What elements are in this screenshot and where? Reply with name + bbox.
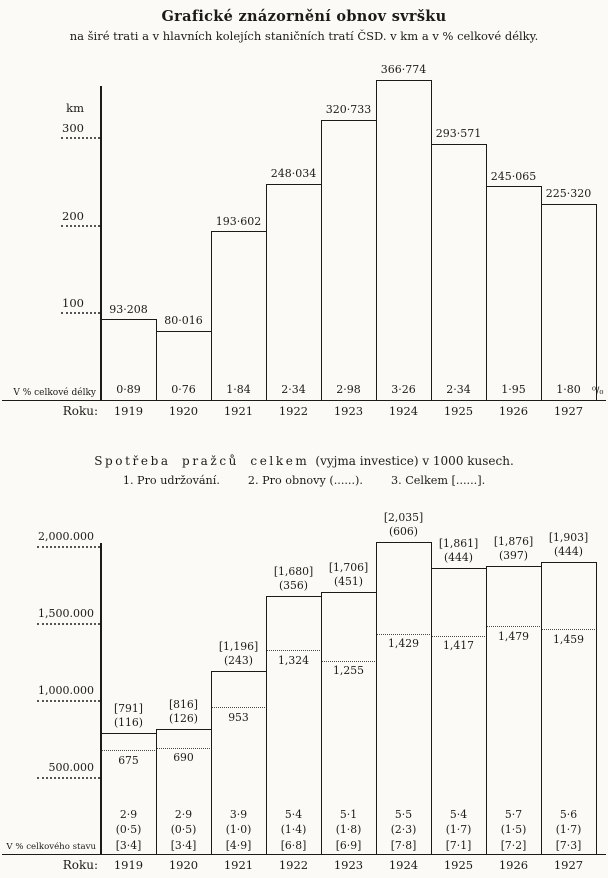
maintenance-value-label: 1,459 (553, 632, 584, 646)
percent-cell-line: 5·1 (339, 808, 358, 821)
maintenance-dotted-line (542, 629, 594, 630)
bar-total-label: [2,035] (383, 510, 424, 524)
maintenance-dotted-line (157, 748, 209, 749)
percent-cell: 0·89 (116, 383, 141, 396)
bar-value-label: 293·571 (435, 127, 482, 141)
year-label: 1924 (388, 858, 419, 872)
maintenance-value-label: 1,417 (443, 639, 474, 653)
year-label: 1920 (168, 858, 199, 872)
percent-cell-line: [6·9] (335, 838, 362, 852)
maintenance-value-label: 690 (173, 751, 194, 765)
bar-total-label: [1,680] (273, 565, 314, 579)
bar-value-label: 225·320 (545, 187, 592, 200)
chart2-baseline (2, 854, 606, 856)
year-label: 1925 (443, 404, 474, 418)
chart2-tick-label: 1,500.000 (38, 607, 94, 620)
percent-cell-line: 5·4 (284, 808, 303, 821)
percent-cell-line: [7·8] (390, 838, 417, 852)
year-label: 1927 (553, 404, 584, 418)
chart1-tick-label: 100 (62, 296, 84, 311)
chart1-subtitle: na širé trati a v hlavních kolejích staničních tratí ČSD. v km a v % celkové délky. (69, 29, 539, 43)
chart1-baseline (2, 400, 606, 402)
percent-cell-line: (1·7) (445, 823, 472, 837)
maintenance-value-label: 1,479 (498, 629, 529, 643)
year-label: 1921 (223, 404, 254, 418)
chart2-tick-stub (37, 623, 100, 625)
bar-renewal-label: (606) (388, 524, 419, 538)
chart2-tick-stub (37, 777, 100, 779)
chart1-title: Grafické znázornění obnov svršku (161, 8, 447, 25)
chart1-percent-row-label: V % celkové délky (13, 388, 96, 398)
bar (101, 733, 157, 855)
percent-cell: 1·95 (501, 383, 526, 396)
year-label: 1920 (168, 404, 199, 418)
bar (266, 184, 322, 401)
bar (321, 120, 377, 401)
percent-cell-line: [7·3] (555, 838, 582, 852)
chart1-tick-label: 300 (62, 121, 84, 135)
bar-value-label: 245·065 (490, 169, 537, 183)
maintenance-dotted-line (212, 707, 264, 708)
percent-cell-line: [7·2] (500, 838, 527, 852)
bar-renewal-label: (126) (168, 712, 199, 726)
chart2-title-main: Spotřeba pražců celkem (94, 454, 310, 468)
maintenance-value-label: 1,429 (388, 637, 419, 651)
year-label: 1922 (278, 404, 309, 418)
percent-cell-line: [7·1] (445, 838, 472, 852)
year-label: 1922 (278, 858, 309, 872)
bar-total-label: [1,861] (438, 537, 479, 551)
maintenance-value-label: 1,255 (333, 664, 364, 678)
percent-cell-line: (1·7) (555, 823, 582, 837)
bar-renewal-label: (444) (443, 551, 474, 565)
chart2-title (0, 454, 608, 468)
percent-cell: 2·98 (336, 383, 361, 396)
bar-total-label: [816] (168, 698, 199, 712)
chart2-title-rest: (vyjma investice) v 1000 kusech. (315, 454, 514, 468)
percent-cell-line: (0·5) (115, 823, 142, 837)
percent-cell: 2·34 (446, 383, 471, 396)
bar-renewal-label: (451) (333, 575, 364, 589)
percent-cell-line: [3·4] (115, 838, 142, 852)
year-label: 1926 (498, 858, 529, 872)
percent-cell-line: (1·8) (335, 823, 362, 837)
chart2-year-row-label: Roku: (62, 858, 98, 872)
maintenance-dotted-line (432, 636, 484, 637)
bar-value-label: 366·774 (380, 63, 427, 76)
year-label: 1926 (498, 404, 529, 418)
percent-cell: 0·76 (171, 383, 196, 396)
percent-cell-line: (0·5) (170, 823, 197, 837)
chart1-tick-stub (61, 225, 100, 227)
bar-total-label: [1,903] (548, 530, 589, 544)
bar-total-label: [1,196] (218, 639, 259, 653)
chart1-percent-unit: ⁰/₀ (592, 386, 604, 397)
bar-renewal-label: (397) (498, 549, 529, 563)
percent-cell-line: 3·9 (229, 808, 248, 821)
chart2-tick-label: 500.000 (48, 761, 94, 774)
percent-cell-line: (1·4) (280, 823, 307, 837)
bar-value-label: 93·208 (109, 302, 148, 316)
percent-cell-line: 2·9 (119, 808, 138, 821)
percent-cell-line: 5·5 (394, 808, 413, 821)
year-label: 1919 (113, 858, 144, 872)
bar-value-label: 193·602 (215, 214, 262, 228)
percent-cell-line: 2·9 (174, 808, 193, 821)
year-label: 1921 (223, 858, 254, 872)
year-label: 1927 (553, 858, 584, 872)
bar-value-label: 320·733 (325, 103, 372, 117)
maintenance-dotted-line (322, 661, 374, 662)
maintenance-dotted-line (377, 634, 429, 635)
maintenance-value-label: 675 (118, 753, 139, 767)
bar-renewal-label: (356) (278, 579, 309, 593)
percent-cell-line: [3·4] (170, 838, 197, 852)
chart1-tick-label: 200 (62, 208, 84, 223)
maintenance-dotted-line (102, 750, 154, 751)
chart2-legend-item-3: 3. Celkem [......]. (390, 474, 486, 487)
year-label: 1919 (113, 404, 144, 418)
year-label: 1923 (333, 404, 364, 418)
bar (486, 186, 542, 401)
percent-cell: 2·34 (281, 383, 306, 396)
percent-cell-line: (1·5) (500, 823, 527, 837)
maintenance-value-label: 953 (228, 710, 249, 724)
chart2-tick-label: 2,000.000 (38, 530, 94, 543)
bar-value-label: 248·034 (270, 167, 317, 181)
percent-cell-line: 5·4 (449, 808, 468, 821)
bar-total-label: [791] (113, 702, 144, 716)
chart2-tick-label: 1,000.000 (38, 684, 94, 697)
chart2-legend-item-1: 1. Pro udržování. (122, 474, 220, 487)
bar (541, 204, 597, 402)
bar-renewal-label: (243) (223, 653, 254, 667)
year-label: 1923 (333, 858, 364, 872)
chart2-tick-stub (37, 546, 100, 548)
bar-value-label: 80·016 (164, 314, 203, 328)
chart1-tick-stub (61, 137, 100, 139)
percent-cell-line: 5·6 (559, 808, 578, 821)
year-label: 1924 (388, 404, 419, 418)
year-label: 1925 (443, 858, 474, 872)
chart1-year-row-label: Roku: (62, 404, 98, 418)
percent-cell: 1·80 (556, 383, 581, 396)
percent-cell-line: [6·8] (280, 838, 307, 852)
percent-cell-line: (1·0) (225, 823, 252, 837)
chart2-legend (0, 474, 608, 487)
maintenance-dotted-line (487, 626, 539, 627)
bar-total-label: [1,876] (493, 535, 534, 549)
percent-cell: 1·84 (226, 383, 251, 396)
bar-renewal-label: (116) (113, 716, 144, 730)
maintenance-dotted-line (267, 650, 319, 651)
chart2-legend-item-2: 2. Pro obnovy (......). (247, 474, 363, 487)
chart1-y-unit-label: km (66, 101, 84, 115)
bar-total-label: [1,706] (328, 561, 369, 575)
bar (211, 231, 267, 401)
percent-cell-line: [4·9] (225, 838, 252, 852)
maintenance-value-label: 1,324 (278, 653, 309, 667)
percent-cell-line: (2·3) (390, 823, 417, 837)
bar-renewal-label: (444) (553, 544, 584, 558)
percent-cell: 3·26 (391, 383, 416, 396)
percent-cell-line: 5·7 (504, 808, 523, 821)
chart2-percent-row-label: V % celkového stavu (6, 842, 96, 852)
